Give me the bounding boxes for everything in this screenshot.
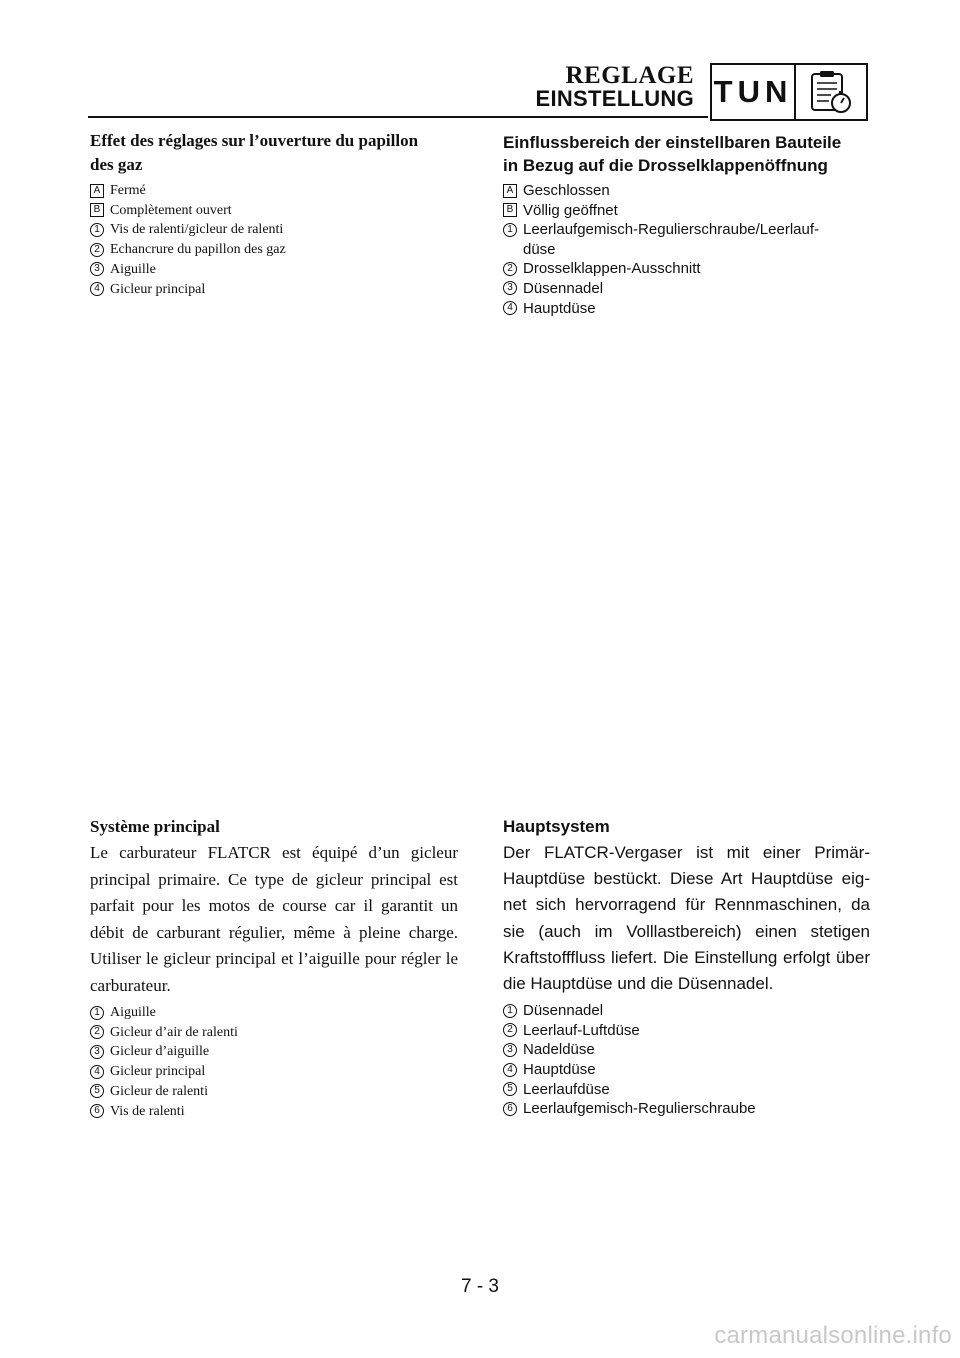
list-item: 5 Gicleur de ralenti (90, 1082, 458, 1102)
list-item: 6 Vis de ralenti (90, 1102, 458, 1122)
watermark-link[interactable]: carmanualsonline.info (714, 1322, 952, 1349)
list-item: 4 Hauptdüse (503, 1060, 870, 1080)
list-item: 4 Hauptdüse (503, 299, 870, 319)
list-item: 4 Gicleur principal (90, 280, 458, 300)
section-icon-box (796, 63, 868, 121)
right-main-system-section (503, 814, 870, 1119)
list-item: 5 Leerlaufdüse (503, 1080, 870, 1100)
left-title-line2: des gaz (90, 155, 143, 174)
header-title-de: EINSTELLUNG (535, 86, 694, 111)
right-section2-list (503, 1001, 870, 1119)
left-section2-body: Le carburateur FLATCR est équipé d’un gicleur principal primaire. Ce type de gicleur principal est parfait pour les motos de course car il garantit un débit de carburant régulier, même à pleine charge. Utiliser le gicleur principal et l’aiguille pour régler le carburateur. (90, 843, 458, 995)
list-item: A Fermé (90, 181, 458, 201)
left-section2-title: Système principal (90, 817, 220, 836)
list-item: 3 Nadeldüse (503, 1040, 870, 1060)
right-section2-body: Der FLATCR-Vergaser ist mit einer Primär-Hauptdüse bestückt. Diese Art Hauptdüse eig-net sich hervorragend für Rennmaschinen, da sie (auch im Volllastbereich) einen stetigen Kraftstofffluss liefert. Die Einstellung erfolgt über die Hauptdüse und die Düsennadel. (503, 843, 870, 994)
list-item: 1 Leerlaufgemisch-Regulierschraube/Leerlauf-düse (503, 220, 870, 259)
right-top-section (503, 131, 870, 318)
list-item: B Complètement ouvert (90, 201, 458, 221)
clipboard-stopwatch-icon (809, 69, 853, 115)
header-rule (88, 116, 708, 118)
right-section2-title: Hauptsystem (503, 817, 610, 836)
list-item: 2 Drosselklappen-Ausschnitt (503, 259, 870, 279)
list-item: 1 Düsennadel (503, 1001, 870, 1021)
page-number: 7 - 3 (460, 1276, 500, 1297)
section-code-badge: TUN (710, 63, 796, 121)
list-item: 3 Düsennadel (503, 279, 870, 299)
left-top-section (90, 129, 458, 299)
list-item: 3 Aiguille (90, 260, 458, 280)
left-title-line1: Effet des réglages sur l’ouverture du papillon (90, 131, 419, 150)
list-item: 6 Leerlaufgemisch-Regulierschraube (503, 1099, 870, 1119)
list-item: 2 Gicleur d’air de ralenti (90, 1023, 458, 1043)
right-legend-list (503, 181, 870, 318)
right-title-line1: Einflussbereich der einstellbaren Bauteile (503, 133, 842, 152)
list-item: B Völlig geöffnet (503, 201, 870, 221)
list-item: A Geschlossen (503, 181, 870, 201)
list-item: 2 Echancrure du papillon des gaz (90, 240, 458, 260)
header-title-fr: REGLAGE (565, 62, 694, 89)
left-section2-list (90, 1003, 458, 1121)
left-legend-list (90, 181, 458, 299)
left-main-system-section (90, 814, 458, 1121)
list-item: 3 Gicleur d’aiguille (90, 1042, 458, 1062)
list-item: 1 Vis de ralenti/gicleur de ralenti (90, 220, 458, 240)
list-item: 2 Leerlauf-Luftdüse (503, 1021, 870, 1041)
list-item: 4 Gicleur principal (90, 1062, 458, 1082)
list-item: 1 Aiguille (90, 1003, 458, 1023)
right-title-line2: in Bezug auf die Drosselklappenöffnung (503, 156, 828, 175)
